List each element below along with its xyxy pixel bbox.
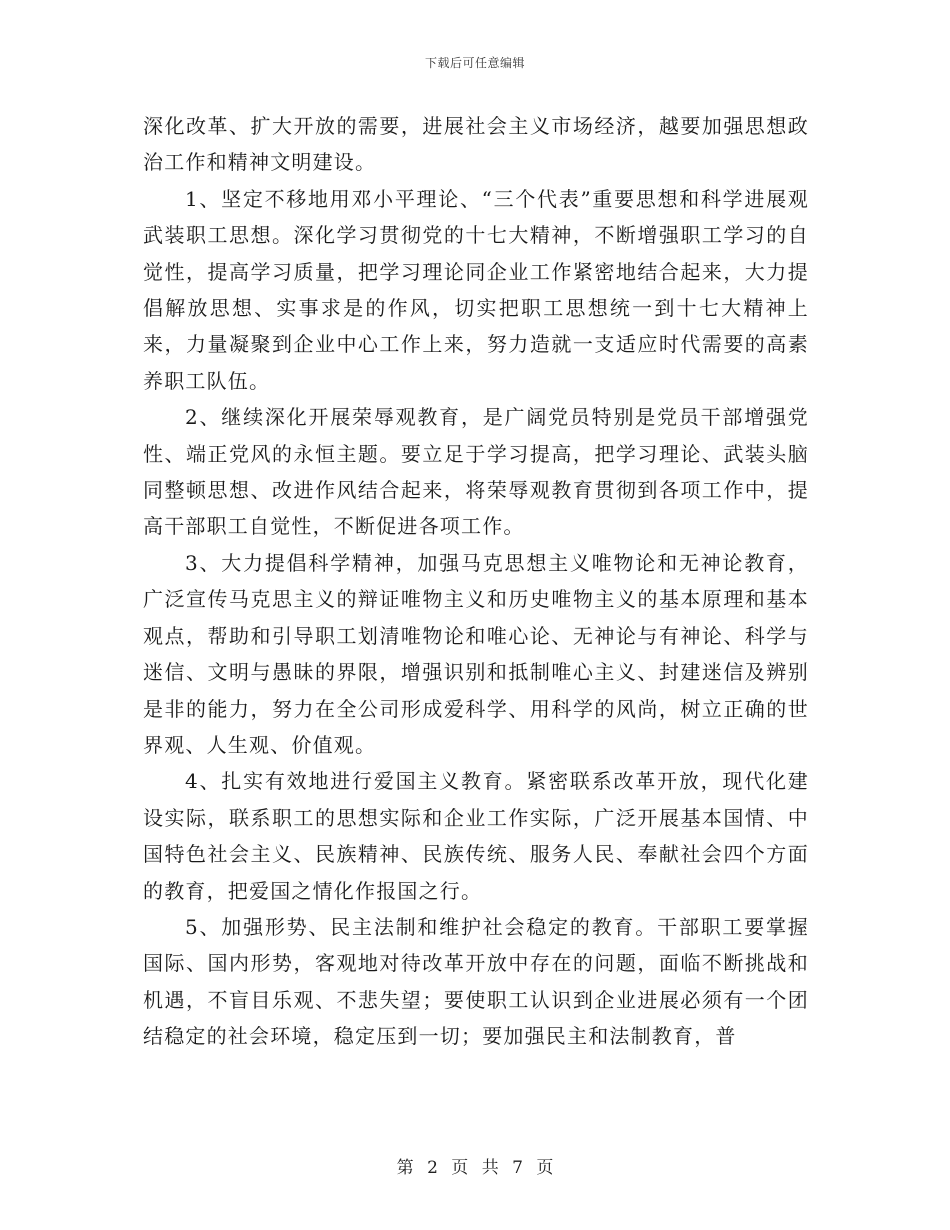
page-word-prefix: 第 <box>396 1158 414 1178</box>
page-word-mid: 页 <box>451 1158 469 1178</box>
page-header: 下载后可任意编辑 <box>424 56 525 70</box>
page-number: 2 <box>427 1158 438 1178</box>
body-paragraph-2: 2、继续深化开展荣辱观教育，是广阔党员特别是党员干部增强党性、端正党风的永恒主题。要立足于学习提高，把学习理论、武装头脑同整顿思想、改进作风结合起来，将荣辱观教育贯彻到各项工作中，提高干部职工自觉性，不断促进各项工作。 <box>143 405 809 539</box>
document-body <box>143 108 809 1055</box>
total-pages: 7 <box>512 1158 523 1178</box>
total-word: 共 <box>481 1158 499 1178</box>
body-paragraph-4: 4、扎实有效地进行爱国主义教育。紧密联系改革开放，现代化建设实际，联系职工的思想实际和企业工作实际，广泛开展基本国情、中国特色社会主义、民族精神、民族传统、服务人民、奉献社会四个方面的教育，把爱国之情化作报国之行。 <box>143 769 809 903</box>
page-footer <box>0 1153 950 1178</box>
body-paragraph-1: 1、坚定不移地用邓小平理论、“三个代表”重要思想和科学进展观武装职工思想。深化学习贯彻党的十七大精神，不断增强职工学习的自觉性，提高学习质量，把学习理论同企业工作紧密地结合起来，大力提倡解放思想、实事求是的作风，切实把职工思想统一到十七大精神上来，力量凝聚到企业中心工作上来，努力造就一支适应时代需要的高素养职工队伍。 <box>143 186 809 393</box>
page-word-suffix: 页 <box>536 1158 554 1178</box>
body-paragraph-5: 5、加强形势、民主法制和维护社会稳定的教育。干部职工要掌握国际、国内形势，客观地对待改革开放中存在的问题，面临不断挑战和机遇，不盲目乐观、不悲失望；要使职工认识到企业进展必须有一个团结稳定的社会环境，稳定压到一切；要加强民主和法制教育，普 <box>143 914 809 1049</box>
body-paragraph-3: 3、大力提倡科学精神，加强马克思想主义唯物论和无神论教育，广泛宣传马克思主义的辩证唯物主义和历史唯物主义的基本原理和基本观点，帮助和引导职工划清唯物论和唯心论、无神论与有神论、科学与迷信、文明与愚昧的界限，增强识别和抵制唯心主义、封建迷信及辨别是非的能力，努力在全公司形成爱科学、用科学的风尚，树立正确的世界观、人生观、价值观。 <box>143 550 809 757</box>
body-paragraph-continuation: 深化改革、扩大开放的需要，进展社会主义市场经济，越要加强思想政治工作和精神文明建设。 <box>143 114 809 175</box>
